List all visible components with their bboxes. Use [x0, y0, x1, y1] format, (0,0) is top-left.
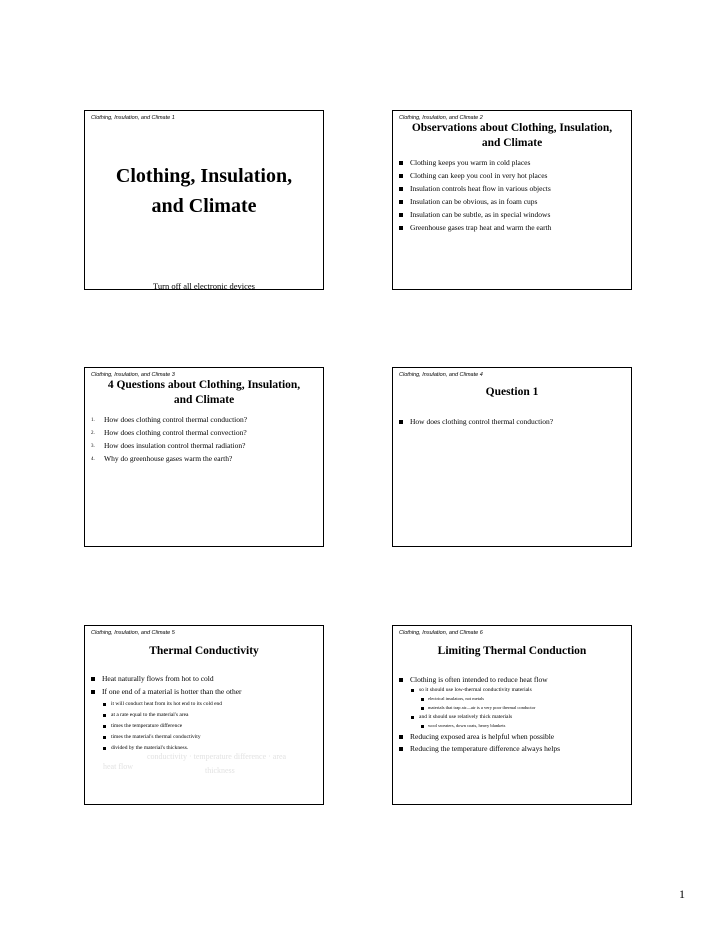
slide-subtitle: Turn off all electronic devices: [153, 281, 255, 291]
bullet-list: [91, 675, 242, 756]
item-number: 4.: [91, 457, 95, 462]
numbered-list: [91, 416, 247, 468]
page-number: 1: [679, 887, 685, 901]
item-text: Why do greenhouse gases warm the earth?: [104, 454, 233, 463]
formula-numerator: conductivity · temperature difference · area: [147, 752, 287, 761]
title-line: Clothing, Insulation,: [115, 165, 293, 187]
slide-header: Clothing, Insulation, and Climate 4: [399, 372, 483, 378]
bullet-item: How does clothing control thermal conduction?: [399, 418, 553, 426]
title-line: and Climate: [151, 195, 257, 217]
sub-bullet-item: divided by the material's thickness.: [91, 745, 242, 752]
sub-bullet-item: it will conduct heat from its hot end to its cold end: [91, 701, 242, 708]
sub-bullet-item: times the material's thermal conductivity: [91, 734, 242, 741]
slide-header: Clothing, Insulation, and Climate 2: [399, 115, 483, 121]
sub-sub-bullet-item: electrical insulators, not metals: [399, 696, 560, 702]
numbered-item: [91, 416, 247, 424]
slide-title: [85, 378, 323, 408]
slide-2: [392, 110, 632, 290]
title-line: Observations about Clothing, Insulation,: [411, 122, 613, 134]
slide-4: [392, 367, 632, 547]
bullet-list: [399, 418, 553, 431]
item-text: How does clothing control thermal convection?: [104, 428, 247, 437]
sub-sub-bullet-item: wool sweaters, down coats, heavy blankets: [399, 723, 560, 729]
slide-3: [84, 367, 324, 547]
numbered-item: [91, 442, 247, 450]
numbered-item: [91, 455, 247, 463]
slide-title: [85, 161, 323, 221]
sub-bullet-item: so it should use low-thermal conductivity materials: [399, 687, 560, 694]
slide-header: Clothing, Insulation, and Climate 5: [91, 630, 175, 636]
item-number: 3.: [91, 444, 95, 449]
bullet-list: [399, 159, 551, 237]
bullet-item: Clothing keeps you warm in cold places: [399, 159, 551, 167]
slide-1: [84, 110, 324, 290]
bullet-item: Insulation controls heat flow in various objects: [399, 185, 551, 193]
bullet-item: Reducing exposed area is helpful when possible: [399, 733, 560, 741]
title-line: 4 Questions about Clothing, Insulation,: [107, 379, 301, 391]
bullet-item: Clothing can keep you cool in very hot places: [399, 172, 551, 180]
slide-title: [393, 644, 631, 659]
bullet-item: Clothing is often intended to reduce heat flow: [399, 676, 560, 684]
bullet-list: [399, 676, 560, 758]
item-number: 1.: [91, 418, 95, 423]
slide-header: Clothing, Insulation, and Climate 3: [91, 372, 175, 378]
bullet-item: Insulation can be subtle, as in special windows: [399, 211, 551, 219]
bullet-item: Reducing the temperature difference always helps: [399, 745, 560, 753]
sub-bullet-item: times the temperature difference: [91, 723, 242, 730]
title-line: Limiting Thermal Conduction: [437, 645, 587, 657]
title-line: Thermal Conductivity: [149, 645, 259, 657]
slide-header: Clothing, Insulation, and Climate 1: [91, 115, 175, 121]
slide-title: [393, 385, 631, 400]
slide-header: Clothing, Insulation, and Climate 6: [399, 630, 483, 636]
title-line: and Climate: [173, 394, 235, 406]
slide-title: [85, 644, 323, 659]
formula-lhs: heat flow: [103, 762, 133, 771]
item-text: How does insulation control thermal radiation?: [104, 441, 246, 450]
title-line: Question 1: [485, 386, 539, 398]
bullet-item: Greenhouse gases trap heat and warm the earth: [399, 224, 551, 232]
slide-6: [392, 625, 632, 805]
slide-title: [393, 121, 631, 151]
numbered-item: [91, 429, 247, 437]
sub-bullet-item: at a rate equal to the material's area: [91, 712, 242, 719]
sub-bullet-item: and it should use relatively thick materials: [399, 714, 560, 721]
bullet-item: If one end of a material is hotter than the other: [91, 688, 242, 696]
item-text: How does clothing control thermal conduction?: [104, 415, 248, 424]
title-line: and Climate: [481, 137, 543, 149]
bullet-item: Insulation can be obvious, as in foam cups: [399, 198, 551, 206]
item-number: 2.: [91, 431, 95, 436]
formula-denominator: thickness: [205, 766, 235, 775]
bullet-item: Heat naturally flows from hot to cold: [91, 675, 242, 683]
slide-5: [84, 625, 324, 805]
sub-sub-bullet-item: materials that trap air—air is a very poor thermal conductor: [399, 705, 560, 711]
